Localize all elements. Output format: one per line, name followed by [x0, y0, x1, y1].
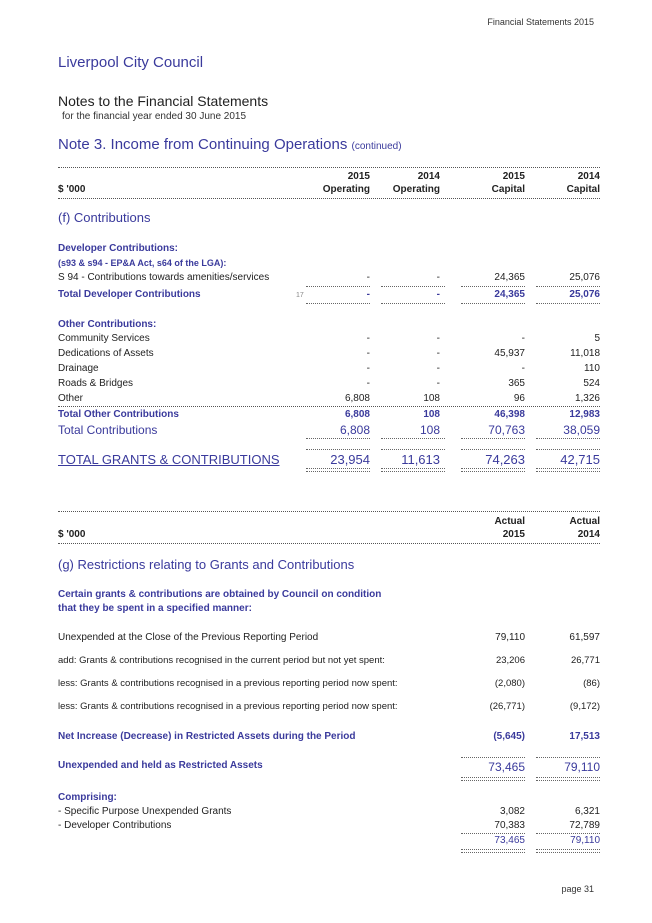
col-year: 2015	[502, 171, 525, 182]
cell: -	[366, 363, 370, 374]
cell: 96	[513, 393, 525, 404]
cell: 72,789	[569, 820, 600, 831]
col-type: Capital	[566, 184, 600, 195]
underline	[461, 303, 525, 304]
double-underline	[461, 849, 525, 853]
underline	[461, 286, 525, 287]
cell: 79,110	[564, 760, 600, 774]
cell: (5,645)	[493, 731, 525, 742]
row-label: - Specific Purpose Unexpended Grants	[58, 806, 232, 817]
double-underline	[381, 468, 445, 472]
underline	[461, 757, 525, 758]
condition-line: Certain grants & contributions are obtained by Council on condition	[58, 589, 382, 600]
cell: 17,513	[569, 731, 600, 742]
table2-top-rule	[58, 511, 600, 512]
section-g-heading: (g) Restrictions relating to Grants and Contributions	[58, 557, 355, 572]
cell: 1,326	[574, 393, 600, 404]
underline	[381, 438, 445, 439]
total-row	[58, 289, 600, 303]
notes-title: Notes to the Financial Statements	[58, 93, 269, 109]
double-underline	[536, 777, 600, 781]
underline	[461, 438, 525, 439]
double-underline	[306, 468, 370, 472]
cell: -	[366, 272, 370, 283]
developer-heading: Developer Contributions:	[58, 243, 179, 254]
cell: 108	[423, 409, 440, 420]
cell: 110	[584, 363, 600, 374]
row-label: Total Contributions	[58, 423, 158, 437]
cell: -	[436, 333, 440, 344]
cell: 46,398	[494, 409, 525, 420]
row-label: Other	[58, 393, 84, 404]
table2-year-row	[58, 529, 600, 543]
table-row	[58, 378, 600, 392]
underline	[306, 438, 370, 439]
net-row	[58, 731, 600, 745]
underline	[536, 833, 600, 834]
page-number: page 31	[561, 884, 594, 894]
double-underline	[461, 777, 525, 781]
col-type: Operating	[322, 184, 370, 195]
cell: (86)	[583, 678, 600, 689]
col-actual: Actual	[494, 516, 525, 527]
cell: 6,808	[344, 409, 370, 420]
cell: 73,465	[494, 835, 525, 846]
other-heading: Other Contributions:	[58, 319, 157, 330]
unit-label: $ '000	[58, 184, 86, 195]
cell: -	[436, 363, 440, 374]
underline	[306, 449, 370, 450]
row-label: Roads & Bridges	[58, 378, 134, 389]
cell: -	[366, 333, 370, 344]
cell: 11,613	[401, 452, 440, 467]
cell: (26,771)	[489, 701, 525, 712]
cell: -	[521, 363, 525, 374]
cell: (9,172)	[569, 701, 600, 712]
cell: 70,383	[494, 820, 525, 831]
table-row	[58, 632, 600, 646]
table-row	[58, 393, 600, 407]
table-year-row	[58, 171, 600, 185]
unit-label: $ '000	[58, 529, 86, 540]
underline	[381, 449, 445, 450]
row-label: Dedications of Assets	[58, 348, 154, 359]
cell: 23,954	[330, 452, 370, 467]
table-row	[58, 806, 600, 820]
footnote-marker: 17	[296, 292, 304, 299]
underline	[306, 303, 370, 304]
table-row	[58, 655, 600, 669]
cell: 5	[594, 333, 600, 344]
cell: 70,763	[488, 423, 525, 437]
row-label: Total Developer Contributions	[58, 289, 201, 300]
cell: (2,080)	[494, 678, 525, 689]
row-label: add: Grants & contributions recognised in the current period but not yet spent:	[58, 655, 385, 666]
underline	[461, 449, 525, 450]
cell: 38,059	[563, 423, 600, 437]
cell: 6,808	[339, 423, 370, 437]
row-label: TOTAL GRANTS & CONTRIBUTIONS	[58, 452, 280, 467]
unexpended-row	[58, 760, 600, 774]
row-label: less: Grants & contributions recognised in a previous reporting period now spent:	[58, 678, 398, 689]
comprising-heading: Comprising:	[58, 792, 117, 803]
cell: -	[436, 378, 440, 389]
row-label: Drainage	[58, 363, 99, 374]
double-underline	[536, 849, 600, 853]
table2-actual-row	[58, 516, 600, 530]
table-row	[58, 820, 600, 834]
row-label: Total Other Contributions	[58, 409, 179, 420]
row-label: less: Grants & contributions recognised in a previous reporting period now spent:	[58, 701, 398, 712]
underline	[536, 286, 600, 287]
table-row	[58, 701, 600, 715]
table-type-row	[58, 184, 600, 198]
col-year: 2015	[502, 529, 525, 540]
cell: 24,365	[494, 289, 525, 300]
table-row	[58, 348, 600, 362]
double-underline	[536, 468, 600, 472]
report-header: Financial Statements 2015	[487, 17, 594, 27]
cell: 524	[583, 378, 600, 389]
cell: 25,076	[569, 272, 600, 283]
cell: 42,715	[560, 452, 600, 467]
notes-subtitle: for the financial year ended 30 June 2015	[62, 111, 247, 122]
row-label: Unexpended at the Close of the Previous Reporting Period	[58, 632, 319, 643]
total-row	[58, 409, 600, 423]
note-continued: (continued)	[351, 141, 402, 152]
cell: 45,937	[494, 348, 525, 359]
cell: 365	[508, 378, 525, 389]
table-row	[58, 272, 600, 286]
row-label: Unexpended and held as Restricted Assets	[58, 760, 263, 771]
cell: 73,465	[488, 760, 525, 774]
table-top-rule	[58, 167, 600, 168]
underline	[536, 438, 600, 439]
subtotal-rule	[58, 406, 600, 407]
cell: -	[366, 378, 370, 389]
cell: -	[436, 289, 440, 300]
cell: -	[436, 348, 440, 359]
col-year: 2014	[577, 529, 600, 540]
grand-total-row	[58, 452, 600, 468]
cell: 3,082	[499, 806, 525, 817]
underline	[381, 303, 445, 304]
cell: 24,365	[494, 272, 525, 283]
cell: 108	[423, 393, 440, 404]
row-label: Net Increase (Decrease) in Restricted Assets during the Period	[58, 731, 356, 742]
cell: -	[366, 348, 370, 359]
underline	[536, 303, 600, 304]
note-title-text: Note 3. Income from Continuing Operations	[58, 136, 348, 153]
condition-line: that they be spent in a specified manner:	[58, 603, 252, 614]
cell: 79,110	[495, 632, 525, 643]
col-year: 2014	[577, 171, 600, 182]
table-row	[58, 333, 600, 347]
table2-header-rule	[58, 543, 600, 544]
cell: 74,263	[485, 452, 525, 467]
table-header-rule	[58, 198, 600, 199]
cell: 23,206	[495, 655, 525, 666]
col-type: Capital	[491, 184, 525, 195]
row-label: S 94 - Contributions towards amenities/services	[58, 272, 270, 283]
cell: 12,983	[569, 409, 600, 420]
note-title	[58, 136, 402, 153]
cell: 11,018	[570, 348, 600, 359]
total-row	[58, 423, 600, 437]
col-year: 2014	[417, 171, 440, 182]
cell: 108	[419, 423, 440, 437]
cell: 79,110	[570, 835, 600, 846]
table-row	[58, 363, 600, 377]
col-year: 2015	[347, 171, 370, 182]
cell: 6,808	[344, 393, 370, 404]
section-f-heading: (f) Contributions	[58, 210, 151, 225]
underline	[381, 286, 445, 287]
developer-subheading: (s93 & s94 - EP&A Act, s64 of the LGA):	[58, 258, 227, 268]
row-label: - Developer Contributions	[58, 820, 172, 831]
double-underline	[461, 468, 525, 472]
underline	[461, 833, 525, 834]
underline	[306, 286, 370, 287]
underline	[536, 449, 600, 450]
table-row	[58, 678, 600, 692]
cell: 26,771	[570, 655, 600, 666]
cell: 6,321	[574, 806, 600, 817]
row-label: Community Services	[58, 333, 150, 344]
cell: 61,597	[569, 632, 600, 643]
underline	[536, 757, 600, 758]
comprising-total-row	[58, 835, 600, 849]
cell: -	[436, 272, 440, 283]
cell: -	[366, 289, 370, 300]
col-actual: Actual	[569, 516, 600, 527]
council-name: Liverpool City Council	[58, 54, 204, 71]
col-type: Operating	[392, 184, 440, 195]
cell: -	[521, 333, 525, 344]
cell: 25,076	[569, 289, 600, 300]
